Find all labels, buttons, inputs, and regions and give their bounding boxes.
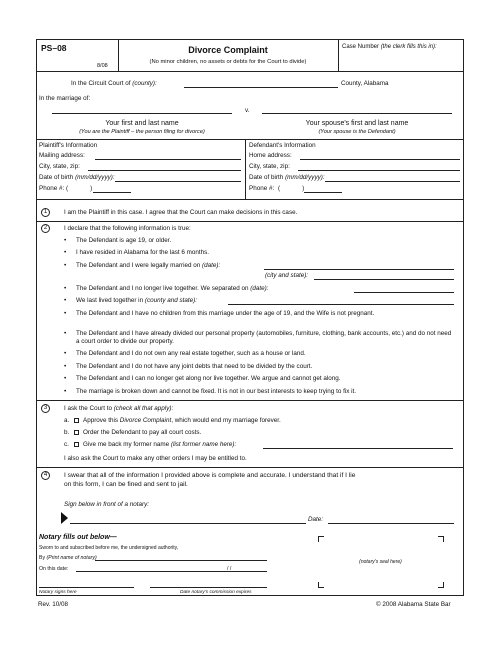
option-a-text-1: Approve this bbox=[83, 417, 119, 424]
bullet-6: • bbox=[64, 310, 67, 317]
option-a-text-2: , which would end my marriage forever. bbox=[171, 417, 281, 424]
married-date-input[interactable] bbox=[264, 269, 454, 270]
option-a-checkbox[interactable] bbox=[74, 418, 79, 423]
notary-name-input[interactable] bbox=[95, 560, 267, 561]
declaration-9: The Defendant and I do not have any joint debts that need to be divided by the court. bbox=[76, 363, 313, 370]
sign-hint: Sign below in front of a notary: bbox=[64, 501, 150, 508]
header-divider-right bbox=[338, 39, 339, 72]
notary-on-date-label: On this date: bbox=[39, 566, 69, 572]
notary-sworn: Sworn to and subscribed before me, the undersigned authority, bbox=[39, 545, 179, 551]
option-b-checkbox[interactable] bbox=[74, 430, 79, 435]
declaration-2: I have resided in Alabama for the last 6 months. bbox=[76, 249, 210, 256]
declaration-3-text: The Defendant and I were legally married on bbox=[76, 262, 201, 269]
declaration-5-text: We last lived together in bbox=[76, 297, 144, 304]
former-name-input[interactable] bbox=[263, 448, 453, 449]
plaintiff-city-label: City, state, zip: bbox=[39, 163, 80, 170]
section-3-number: 3 bbox=[41, 404, 50, 413]
lived-place-hint: (county and state): bbox=[144, 297, 197, 304]
plaintiff-dob-label bbox=[39, 174, 115, 182]
section-4-text-1: I swear that all of the information I provided above is complete and accurate. I understand that if I lie bbox=[64, 472, 356, 479]
case-number-label bbox=[342, 43, 437, 51]
case-number-hint: (the clerk fills this in): bbox=[380, 44, 437, 50]
option-a-letter: a. bbox=[64, 417, 70, 424]
copyright-label: © 2008 Alabama State Bar bbox=[376, 601, 451, 608]
notary-by-hint: (Print name of notary) bbox=[46, 555, 97, 561]
form-id: PS–08 bbox=[41, 43, 67, 53]
married-place-input[interactable] bbox=[314, 279, 454, 280]
bullet-8: • bbox=[64, 350, 67, 357]
bullet-10: • bbox=[64, 375, 67, 382]
plaintiff-city-input[interactable] bbox=[88, 170, 241, 171]
section-1-text: I am the Plaintiff in this case. I agree that the Court can make decisions in this case. bbox=[64, 209, 298, 216]
defendant-name-label: Your spouse's first and last name bbox=[305, 120, 409, 127]
option-a-text-italic: Divorce Complaint bbox=[119, 417, 172, 424]
declaration-4 bbox=[76, 285, 268, 293]
declaration-11: The marriage is broken down and cannot be fixed. It is not in our best interests to keep trying to fix it. bbox=[76, 388, 357, 395]
bullet-3: • bbox=[64, 262, 67, 269]
separated-date-input[interactable] bbox=[354, 292, 454, 293]
bullet-5: • bbox=[64, 297, 67, 304]
plaintiff-dob-text: Date of birth bbox=[39, 174, 74, 181]
option-a-label bbox=[83, 417, 281, 425]
defendant-phone-input[interactable]: ( ) bbox=[278, 185, 305, 192]
notary-date-slashes: / / bbox=[227, 566, 232, 572]
defendant-home-input[interactable] bbox=[300, 159, 460, 160]
declaration-5 bbox=[76, 297, 197, 305]
plaintiff-name-input[interactable] bbox=[52, 113, 232, 114]
bullet-9: • bbox=[64, 363, 67, 370]
declaration-8: The Defendant and I do not own any real estate together, such as a house or land. bbox=[76, 350, 306, 357]
option-c-checkbox[interactable] bbox=[74, 442, 79, 447]
plaintiff-mailing-input[interactable] bbox=[95, 159, 241, 160]
section-3-rule bbox=[36, 467, 464, 468]
bullet-7: • bbox=[64, 330, 67, 337]
defendant-info-heading: Defendant's Information bbox=[249, 142, 316, 149]
section-3-also: I also ask the Court to make any other orders I may be entitled to. bbox=[64, 455, 247, 462]
defendant-name-note: (Your spouse is the Defendant) bbox=[318, 129, 396, 135]
form-title: Divorce Complaint bbox=[188, 45, 268, 55]
defendant-dob-text: Date of birth bbox=[249, 174, 284, 181]
notary-commission-label: Date notary's commission expires bbox=[180, 590, 252, 595]
plaintiff-phone-label: Phone #: bbox=[39, 185, 65, 192]
bullet-11: • bbox=[64, 388, 67, 395]
section-3-intro bbox=[64, 405, 173, 413]
county-input[interactable] bbox=[184, 87, 338, 88]
section-2-number: 2 bbox=[41, 224, 50, 233]
plaintiff-name-note: (You are the Plaintiff – the person filing for divorce) bbox=[79, 129, 205, 135]
bullet-4: • bbox=[64, 285, 67, 292]
defendant-dob-hint: (mm/dd/yyyy): bbox=[285, 174, 325, 181]
seal-corner-top-left bbox=[318, 536, 324, 542]
case-number-field[interactable] bbox=[340, 52, 462, 70]
section-3-intro-hint: (check all that apply): bbox=[113, 405, 174, 412]
bullet-2: • bbox=[64, 249, 67, 256]
form-date: 8/08 bbox=[97, 63, 108, 69]
option-c-hint: (list former name here): bbox=[170, 441, 237, 448]
notary-heading: Notary fills out below— bbox=[39, 534, 117, 541]
option-b-letter: b. bbox=[64, 429, 70, 436]
separated-date-hint: (date): bbox=[250, 285, 269, 292]
married-place-hint: (city and state): bbox=[265, 272, 309, 279]
case-number-text: Case Number bbox=[342, 44, 380, 50]
plaintiff-dob-hint: (mm/dd/yyyy): bbox=[75, 174, 115, 181]
notary-commission-input[interactable] bbox=[150, 587, 267, 588]
defendant-phone-line[interactable] bbox=[304, 192, 342, 193]
section-1-number: 1 bbox=[41, 208, 50, 217]
defendant-city-label: City, state, zip: bbox=[249, 163, 290, 170]
versus-label: v. bbox=[245, 107, 250, 114]
plaintiff-info-heading: Plaintiff's Information bbox=[39, 142, 98, 149]
plaintiff-phone-input[interactable]: ( ) bbox=[66, 185, 93, 192]
lived-place-input[interactable] bbox=[228, 304, 454, 305]
defendant-city-input[interactable] bbox=[298, 170, 460, 171]
defendant-dob-label bbox=[249, 174, 325, 182]
seal-corner-top-right bbox=[438, 536, 444, 542]
option-c-text: Give me back my former name bbox=[83, 441, 170, 448]
info-bottom-rule bbox=[36, 199, 464, 200]
county-hint: (county): bbox=[132, 80, 157, 87]
plaintiff-signature-input[interactable] bbox=[70, 523, 306, 524]
circuit-prefix: In the Circuit Court of bbox=[71, 80, 131, 87]
declaration-1: The Defendant is age 19, or older. bbox=[76, 237, 172, 244]
declaration-6: The Defendant and I have no children from this marriage under the age of 19, and the Wife is not pregnant. bbox=[76, 310, 375, 317]
notary-by-label bbox=[39, 554, 97, 562]
section-1-rule bbox=[36, 221, 464, 222]
revision-label: Rev. 10/08 bbox=[38, 601, 68, 608]
option-c-letter: c. bbox=[64, 441, 69, 448]
plaintiff-phone-line[interactable] bbox=[93, 192, 131, 193]
signature-date-input[interactable] bbox=[328, 523, 454, 524]
section-2-intro: I declare that the following information is true: bbox=[64, 225, 191, 232]
marriage-of-label: In the marriage of: bbox=[39, 95, 91, 102]
notary-by-text: By bbox=[39, 555, 46, 561]
plaintiff-name-label: Your first and last name bbox=[105, 120, 179, 127]
section-4-number: 4 bbox=[41, 471, 50, 480]
seal-corner-bottom-left bbox=[318, 582, 324, 588]
defendant-phone-label: Phone #: bbox=[249, 185, 275, 192]
plaintiff-dob-input[interactable] bbox=[115, 181, 241, 182]
defendant-home-label: Home address: bbox=[249, 152, 292, 159]
circuit-court-label bbox=[71, 80, 157, 88]
plaintiff-mailing-label: Mailing address: bbox=[39, 152, 85, 159]
married-date-hint: (date): bbox=[202, 262, 221, 269]
notary-date-input[interactable] bbox=[76, 571, 267, 572]
county-suffix: County, Alabama bbox=[341, 80, 389, 87]
notary-signs-here-label: Notary signs here bbox=[39, 590, 77, 595]
declaration-4-text: The Defendant and I no longer live together. We separated on bbox=[76, 285, 249, 292]
option-c-label bbox=[83, 441, 236, 449]
info-divider bbox=[245, 139, 246, 199]
notary-signature-input[interactable] bbox=[39, 587, 134, 588]
defendant-dob-input[interactable] bbox=[325, 181, 460, 182]
info-top-rule bbox=[36, 139, 464, 140]
declaration-7: The Defendant and I have already divided our personal property (automobiles, furniture, clothing, bank accounts, etc.) and do not need a court order to divide our property. bbox=[76, 330, 452, 345]
defendant-name-input[interactable] bbox=[262, 113, 452, 114]
declaration-3 bbox=[76, 262, 220, 270]
section-2-rule bbox=[36, 400, 464, 401]
notary-seal-label: (notary's seal here) bbox=[359, 559, 402, 565]
seal-corner-bottom-right bbox=[438, 582, 444, 588]
form-subtitle: (No minor children, no assets or debts for the Court to divide) bbox=[149, 59, 307, 65]
section-3-intro-text: I ask the Court to bbox=[64, 405, 112, 412]
section-4-text-2: on this form, I can be fined and sent to jail. bbox=[64, 481, 188, 488]
bullet-1: • bbox=[64, 237, 67, 244]
declaration-10: The Defendant and I can no longer get along nor live together. We argue and cannot get along. bbox=[76, 375, 341, 382]
option-b-label: Order the Defendant to pay all court costs. bbox=[83, 429, 202, 436]
date-label: Date: bbox=[308, 516, 324, 523]
sign-here-arrow-icon bbox=[61, 512, 68, 524]
